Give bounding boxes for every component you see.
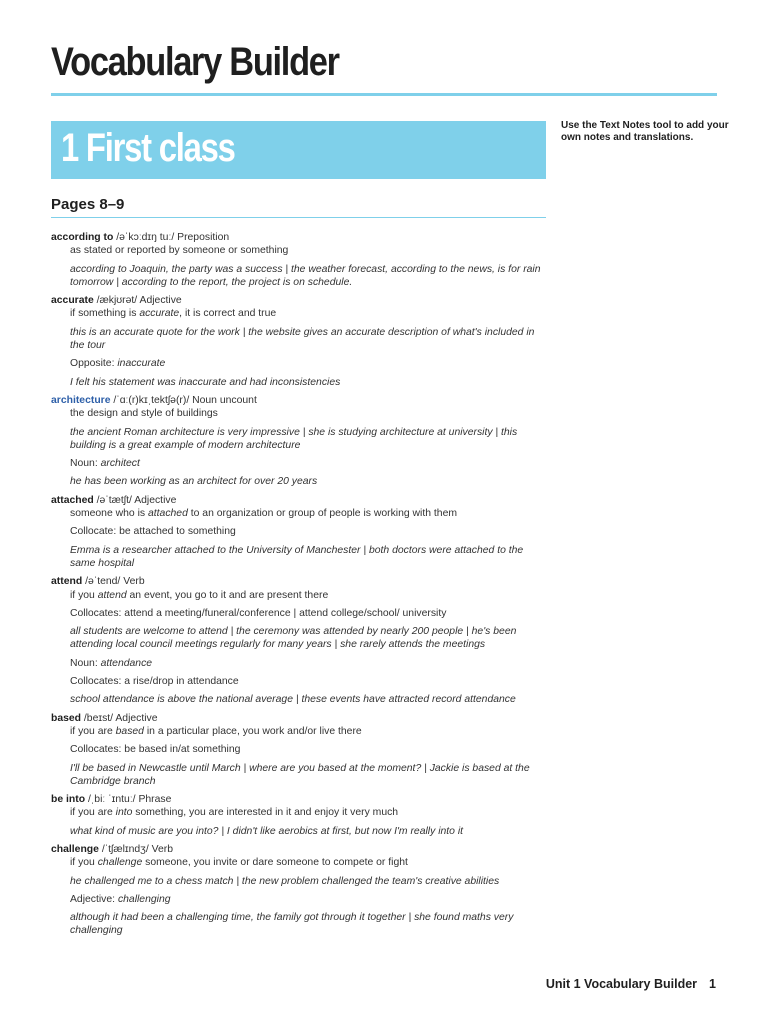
- part-of-speech: Adjective: [115, 712, 158, 724]
- definition: as stated or reported by someone or something: [70, 245, 289, 257]
- example: he challenged me to a chess match | the new problem challenged the team's creative abilities: [70, 875, 500, 887]
- example: I'll be based in Newcastle until March | where are you based at the moment? | Jackie is based at the Cambridge branch: [70, 762, 530, 787]
- collocate-note: Collocates: a rise/drop in attendance: [70, 676, 239, 688]
- page-number: 1: [709, 977, 716, 991]
- headword: attend: [51, 576, 83, 588]
- headword: be into: [51, 794, 86, 806]
- related-label: Opposite:: [70, 358, 118, 370]
- part-of-speech: Verb: [151, 843, 173, 855]
- definition-text: if something is: [70, 308, 140, 320]
- example: I felt his statement was inaccurate and had inconsistencies: [70, 376, 341, 388]
- headword: attached: [51, 494, 94, 506]
- definition-keyword: challenge: [97, 857, 143, 869]
- pronunciation: /əˈtend/: [85, 576, 121, 588]
- related-word: inaccurate: [117, 358, 166, 370]
- part-of-speech: Phrase: [138, 794, 172, 806]
- definition-text: to an organization or group of people is working with them: [187, 508, 458, 520]
- related-word: challenging: [117, 893, 171, 905]
- example: school attendance is above the national average | these events have attracted record attendance: [70, 694, 516, 706]
- related-form: [51, 657, 551, 670]
- pronunciation: /beɪst/: [83, 712, 114, 724]
- example: this is an accurate quote for the work | the website gives an accurate description of what's included in the tour: [70, 326, 535, 352]
- related-word: attendance: [100, 657, 153, 669]
- entry-accurate: [51, 294, 551, 389]
- definition-text: an event, you go to it and are present there: [126, 589, 329, 601]
- entry-according-to: [51, 231, 551, 289]
- related-form: [51, 357, 551, 370]
- collocate-note: Collocates: be based in/at something: [70, 744, 241, 756]
- headword-link[interactable]: architecture: [51, 394, 111, 406]
- definition-text: something, you are interested in it and enjoy it very much: [132, 807, 399, 819]
- related-form: [51, 457, 551, 470]
- definition: [51, 856, 551, 869]
- definition-keyword: attached: [147, 508, 188, 520]
- definition: [51, 725, 551, 738]
- vocabulary-list: [51, 231, 551, 943]
- example: he has been working as an architect for over 20 years: [70, 476, 318, 488]
- example: Emma is a researcher attached to the University of Manchester | both doctors were attached to the same hospital: [70, 544, 524, 569]
- title-rule: [51, 93, 717, 96]
- part-of-speech: Noun uncount: [192, 394, 257, 406]
- entry-headline: [51, 394, 551, 407]
- related-form: [51, 893, 551, 906]
- definition-keyword: into: [115, 807, 133, 819]
- definition: [51, 507, 551, 520]
- part-of-speech: Adjective: [139, 295, 182, 307]
- example: all students are welcome to attend | the ceremony was attended by nearly 200 people | he's been attending local council meetings regularly for many years | she rarely attends the meetings: [70, 626, 517, 651]
- pronunciation: /ˈɑː(r)kɪˌtektʃə(r)/: [113, 394, 190, 406]
- entry-headline: [51, 575, 551, 588]
- definition: the design and style of buildings: [70, 408, 218, 420]
- definition-keyword: based: [115, 725, 144, 737]
- example: according to Joaquin, the party was a success | the weather forecast, according to the news, is for rain tomorrow | according to the report, the project is on schedule.: [70, 263, 541, 288]
- pronunciation: /ˌbiː ˈɪntuː/: [87, 794, 136, 806]
- entry-headline: [51, 793, 551, 806]
- entry-challenge: [51, 843, 551, 938]
- definition-text: someone, you invite or dare someone to compete or fight: [142, 857, 408, 869]
- definition-text: if you are: [70, 725, 116, 737]
- example: the ancient Roman architecture is very impressive | she is studying architecture at university | this building is a great example of modern architecture: [70, 426, 518, 451]
- definition: [51, 589, 551, 602]
- pronunciation: /ækjʊrət/: [96, 295, 138, 307]
- headword: according to: [51, 232, 114, 243]
- part-of-speech: Preposition: [177, 232, 230, 243]
- definition-keyword: accurate: [139, 308, 180, 320]
- side-note: Use the Text Notes tool to add your own notes and translations.: [561, 120, 729, 143]
- definition-text: if you: [70, 589, 98, 601]
- entry-based: [51, 712, 551, 788]
- unit-title: 1 First class: [61, 126, 235, 170]
- page-footer: [546, 977, 716, 991]
- entry-headline: [51, 712, 551, 725]
- pages-rule: [51, 217, 546, 218]
- example: although it had been a challenging time, the family got through it together | she found maths very challenging: [70, 912, 514, 937]
- pages-heading: Pages 8–9: [51, 196, 125, 213]
- entry-architecture: [51, 394, 551, 489]
- part-of-speech: Verb: [123, 576, 145, 588]
- entry-be-into: [51, 793, 551, 838]
- entry-headline: [51, 494, 551, 507]
- definition-text: if you are: [70, 807, 116, 819]
- related-label: Noun:: [70, 458, 101, 470]
- pronunciation: /əˈtætʃt/: [96, 494, 132, 506]
- definition: [51, 307, 551, 320]
- headword: based: [51, 712, 82, 724]
- headword: accurate: [51, 295, 94, 307]
- entry-headline: [51, 231, 551, 244]
- definition-text: if you: [70, 857, 98, 869]
- collocate-note: Collocates: attend a meeting/funeral/conference | attend college/school/ university: [70, 607, 447, 619]
- footer-label: Unit 1 Vocabulary Builder: [545, 977, 698, 991]
- unit-banner: [51, 121, 546, 179]
- page-title: Vocabulary Builder: [51, 40, 339, 84]
- definition-text: , it is correct and true: [179, 308, 277, 320]
- related-word: architect: [100, 458, 140, 470]
- definition-text: in a particular place, you work and/or live there: [143, 725, 362, 737]
- part-of-speech: Adjective: [134, 494, 177, 506]
- example: what kind of music are you into? | I didn't like aerobics at first, but now I'm really into it: [70, 825, 464, 837]
- definition-text: someone who is: [70, 508, 148, 520]
- related-label: Adjective:: [70, 893, 118, 905]
- related-label: Noun:: [70, 657, 101, 669]
- headword: challenge: [51, 843, 99, 855]
- entry-headline: [51, 294, 551, 307]
- definition-keyword: attend: [97, 589, 127, 601]
- pronunciation: /ˈtʃælɪndʒ/: [101, 843, 149, 855]
- entry-attached: [51, 494, 551, 570]
- definition: [51, 806, 551, 819]
- entry-headline: [51, 843, 551, 856]
- entry-attend: [51, 575, 551, 706]
- collocate-note: Collocate: be attached to something: [70, 526, 236, 538]
- pronunciation: /əˈkɔːdɪŋ tuː/: [116, 232, 175, 243]
